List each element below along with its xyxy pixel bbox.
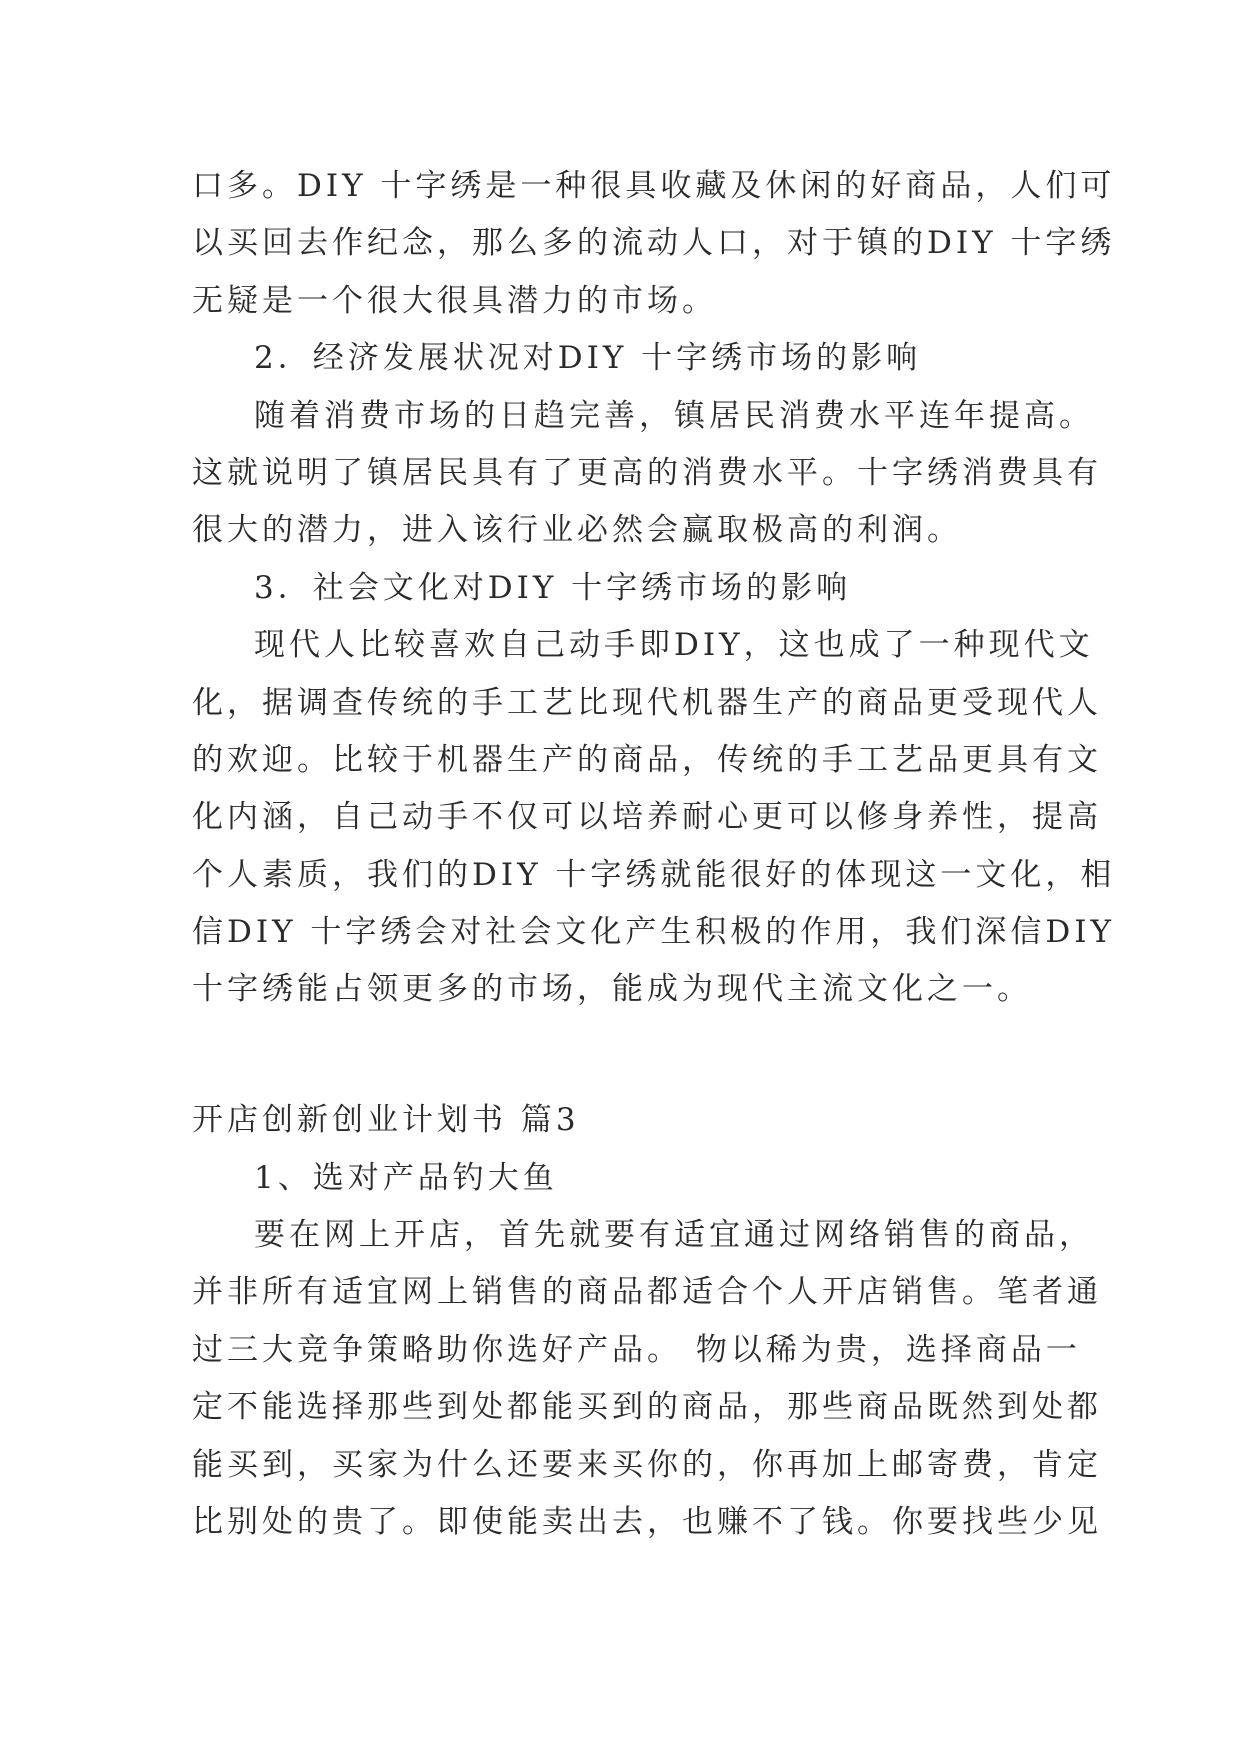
text-line: 现代人比较喜欢自己动手即DIY，这也成了一种现代文 bbox=[254, 627, 1094, 664]
text-line: 的欢迎。比较于机器生产的商品，传统的手工艺品更具有文 bbox=[192, 741, 1102, 778]
text-line: 随着消费市场的日趋完善，镇居民消费水平连年提高。 bbox=[254, 397, 1094, 434]
spacer bbox=[192, 1019, 1064, 1076]
text-line: 化内涵，自己动手不仅可以培养耐心更可以修身养性，提高 bbox=[192, 799, 1102, 836]
text-line: 这就说明了镇居民具有了更高的消费水平。十字绣消费具有 bbox=[192, 454, 1102, 491]
text-line: 能买到，买家为什么还要来买你的，你再加上邮寄费，肯定 bbox=[192, 1446, 1102, 1483]
subheading-product-choice: 1、选对产品钓大鱼 bbox=[254, 1159, 558, 1196]
paragraph-culture bbox=[192, 617, 1116, 1019]
text-line: 个人素质，我们的DIY 十字绣就能很好的体现这一文化，相 bbox=[192, 856, 1116, 893]
text-line: 定不能选择那些到处都能买到的商品，那些商品既然到处都 bbox=[192, 1389, 1102, 1426]
subheading-culture: 3．社会文化对DIY 十字绣市场的影响 bbox=[254, 569, 852, 606]
section-title: 开店创新创业计划书 篇3 bbox=[192, 1102, 580, 1139]
text-line: 无疑是一个很大很具潜力的市场。 bbox=[192, 282, 717, 319]
paragraph-economy bbox=[192, 388, 1102, 560]
text-line: 并非所有适宜网上销售的商品都适合个人开店销售。笔者通 bbox=[192, 1274, 1102, 1311]
text-line: 过三大竞争策略助你选好产品。 物以稀为贵，选择商品一 bbox=[192, 1331, 1081, 1368]
paragraph-product-choice bbox=[192, 1207, 1102, 1551]
text-line: 化，据调查传统的手工艺比现代机器生产的商品更受现代人 bbox=[192, 684, 1102, 721]
text-line: 很大的潜力，进入该行业必然会赢取极高的利润。 bbox=[192, 512, 962, 549]
text-line: 信DIY 十字绣会对社会文化产生积极的作用，我们深信DIY bbox=[192, 914, 1115, 951]
text-line: 口多。DIY 十字绣是一种很具收藏及休闲的好商品，人们可 bbox=[192, 168, 1116, 204]
text-line: 比别处的贵了。即使能卖出去，也赚不了钱。你要找些少见 bbox=[192, 1503, 1102, 1540]
text-line: 十字绣能占领更多的市场，能成为现代主流文化之一。 bbox=[192, 971, 1032, 1008]
text-line: 以买回去作纪念，那么多的流动人口，对于镇的DIY 十字绣 bbox=[192, 225, 1116, 262]
text-line: 要在网上开店，首先就要有适宜通过网络销售的商品， bbox=[254, 1217, 1094, 1254]
document-body bbox=[192, 158, 1116, 1551]
subheading-economy: 2．经济发展状况对DIY 十字绣市场的影响 bbox=[254, 340, 922, 377]
paragraph-continued bbox=[192, 158, 1116, 330]
